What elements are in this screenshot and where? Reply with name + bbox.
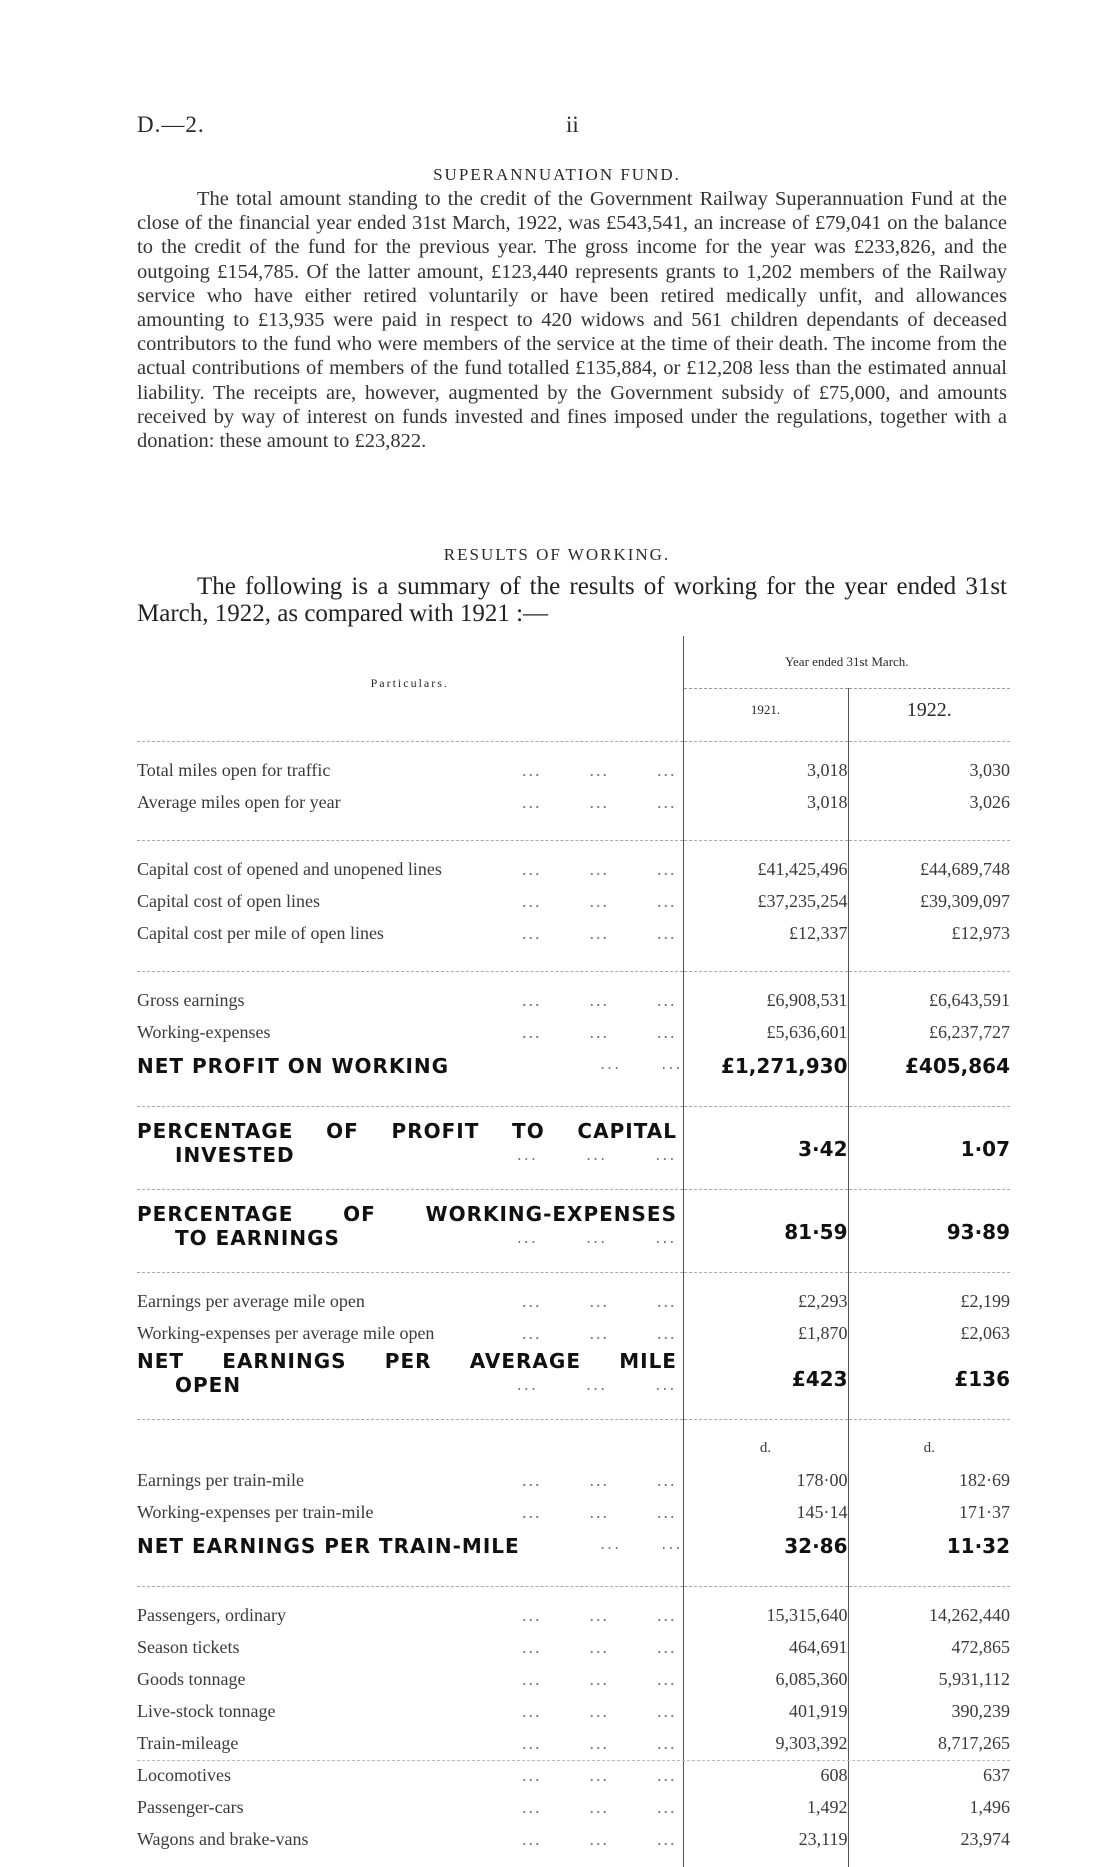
summary-label-line1 bbox=[137, 1202, 677, 1226]
table-row bbox=[137, 885, 1010, 917]
leader-dot: ... bbox=[657, 1322, 677, 1343]
leader-dots bbox=[474, 1669, 683, 1690]
value-1922: 8,717,265 bbox=[848, 1727, 1010, 1759]
value-1922: 472,865 bbox=[848, 1631, 1010, 1663]
leader-dot: ... bbox=[589, 1501, 609, 1522]
leader-dot: ... bbox=[657, 1796, 677, 1817]
row-label bbox=[137, 786, 683, 818]
row-label-text: Passenger-cars bbox=[137, 1796, 244, 1817]
particulars-header: Particulars. bbox=[370, 676, 449, 690]
leader-dot: ... bbox=[599, 1054, 622, 1073]
leader-dot: ... bbox=[657, 922, 677, 943]
value-1921: 23,119 bbox=[683, 1823, 848, 1855]
row-label bbox=[137, 984, 683, 1016]
leader-dots bbox=[469, 1143, 683, 1167]
leader-dot: ... bbox=[657, 1828, 677, 1849]
group-separator bbox=[137, 1576, 1010, 1587]
leader-dot: ... bbox=[657, 989, 677, 1010]
row-label-text: Train-mileage bbox=[137, 1732, 239, 1753]
leader-dots bbox=[474, 891, 683, 912]
summary-label-line2-text: INVESTED bbox=[175, 1143, 295, 1167]
results-heading: RESULTS OF WORKING. bbox=[443, 545, 671, 564]
leader-dot: ... bbox=[522, 1796, 542, 1817]
value-1922: 1,496 bbox=[848, 1791, 1010, 1823]
leader-dots bbox=[469, 1373, 683, 1397]
row-label-text: Capital cost per mile of open lines bbox=[137, 922, 384, 943]
row-label bbox=[137, 1016, 683, 1048]
value-1922: £6,237,727 bbox=[848, 1016, 1010, 1048]
row-label bbox=[137, 917, 683, 949]
table-row bbox=[137, 1016, 1010, 1048]
group-separator bbox=[137, 961, 1010, 972]
leader-dots bbox=[600, 1534, 683, 1553]
leader-dots bbox=[474, 1765, 683, 1786]
value-1922: 3,026 bbox=[848, 786, 1010, 818]
leader-dot: ... bbox=[516, 1375, 538, 1394]
row-label bbox=[137, 1663, 683, 1695]
leader-dot: ... bbox=[516, 1145, 538, 1164]
leader-dot: ... bbox=[589, 1828, 609, 1849]
value-1921: £12,337 bbox=[683, 917, 848, 949]
leader-dot: ... bbox=[589, 989, 609, 1010]
summary-label-line2 bbox=[137, 1143, 683, 1167]
value-1921: 1,492 bbox=[683, 1791, 848, 1823]
leader-dots bbox=[474, 1605, 683, 1626]
leader-dot: ... bbox=[522, 1636, 542, 1657]
superannuation-heading: SUPERANNUATION FUND. bbox=[433, 165, 681, 184]
summary-word: PERCENTAGE bbox=[137, 1119, 294, 1143]
pence-unit: d. bbox=[923, 1439, 935, 1456]
leader-dot: ... bbox=[589, 1322, 609, 1343]
superannuation-paragraph: The total amount standing to the credit of the Government Railway Superannuation Fund at the close of the financial year ended 31st March, 1922, was £543,541, an increase of £79,041 on the balance to the credit of the fund for the previous year. The gross income for the year was £233,826, and the outgoing £154,785. Of the latter amount, £123,440 represents grants to 1,202 members of the Railway service who have either retired voluntarily or have been retired medically unfit, and allowances amounting to £13,935 were paid in respect to 420 widows and 561 children dependants of deceased contributors to the fund who were members of the service at the time of their death. The income from the actual contributions of members of the fund totalled £135,884, or £12,208 less than the estimated annual liability. The receipts are, however, augmented by the Government subsidy of £75,000, and amounts received by way of interest on funds invested and fines imposed under the regulations, together with a donation: these amount to £23,822. bbox=[137, 188, 1007, 453]
leader-dot: ... bbox=[661, 1054, 683, 1073]
summary-value-1921: 81·59 bbox=[683, 1202, 848, 1250]
value-1921: 464,691 bbox=[683, 1631, 848, 1663]
year-header: Year ended 31st March. bbox=[683, 636, 1010, 689]
group-separator bbox=[137, 1409, 1010, 1420]
row-label-text: Earnings per train-mile bbox=[137, 1469, 304, 1490]
summary-value-1922: £136 bbox=[848, 1349, 1010, 1397]
leader-dot: ... bbox=[657, 791, 677, 812]
row-label-text: Goods tonnage bbox=[137, 1668, 246, 1689]
summary-label bbox=[137, 1528, 683, 1564]
value-1922: 14,262,440 bbox=[848, 1599, 1010, 1631]
row-label bbox=[137, 1496, 683, 1528]
leader-dot: ... bbox=[657, 1732, 677, 1753]
results-table bbox=[137, 636, 1010, 1867]
summary-word: MILE bbox=[619, 1349, 677, 1373]
leader-dots bbox=[600, 1054, 683, 1073]
group-separator bbox=[137, 830, 1010, 841]
row-label-text: Total miles open for traffic bbox=[137, 759, 331, 780]
summary-value-1921: 3·42 bbox=[683, 1119, 848, 1167]
leader-dot: ... bbox=[522, 1604, 542, 1625]
leader-dot: ... bbox=[655, 1145, 677, 1164]
summary-word: PERCENTAGE bbox=[137, 1202, 294, 1226]
row-label bbox=[137, 1695, 683, 1727]
leader-dot: ... bbox=[522, 1828, 542, 1849]
col-1922-header: 1922. bbox=[848, 689, 1010, 732]
summary-word: OF bbox=[326, 1119, 359, 1143]
summary-label bbox=[137, 1048, 683, 1084]
table-row bbox=[137, 1823, 1010, 1855]
value-1922: £12,973 bbox=[848, 917, 1010, 949]
table-row bbox=[137, 1464, 1010, 1496]
pence-unit: d. bbox=[759, 1439, 772, 1456]
row-label bbox=[137, 1285, 683, 1317]
summary-label bbox=[137, 1349, 683, 1397]
summary-label-text: NET EARNINGS PER TRAIN-MILE bbox=[137, 1534, 520, 1558]
summary-value-1921: £1,271,930 bbox=[683, 1048, 848, 1084]
summary-word: PER bbox=[384, 1349, 432, 1373]
table-row bbox=[137, 917, 1010, 949]
row-label-text: Gross earnings bbox=[137, 989, 245, 1010]
value-1922: 182·69 bbox=[848, 1464, 1010, 1496]
leader-dots bbox=[474, 1733, 683, 1754]
leader-dot: ... bbox=[599, 1534, 622, 1553]
row-label bbox=[137, 1791, 683, 1823]
leader-dots bbox=[474, 859, 683, 880]
value-1921: 401,919 bbox=[683, 1695, 848, 1727]
leader-dot: ... bbox=[657, 1021, 677, 1042]
leader-dot: ... bbox=[589, 1636, 609, 1657]
leader-dot: ... bbox=[585, 1375, 608, 1394]
leader-dot: ... bbox=[589, 1796, 609, 1817]
leader-dot: ... bbox=[589, 1732, 609, 1753]
row-label-text: Live-stock tonnage bbox=[137, 1700, 276, 1721]
value-1922: 3,030 bbox=[848, 754, 1010, 786]
leader-dot: ... bbox=[522, 989, 542, 1010]
row-label-text: Locomotives bbox=[137, 1764, 231, 1785]
value-1922: £39,309,097 bbox=[848, 885, 1010, 917]
leader-dot: ... bbox=[657, 1636, 677, 1657]
leader-dots bbox=[474, 1291, 683, 1312]
table-row bbox=[137, 1599, 1010, 1631]
leader-dot: ... bbox=[522, 1469, 542, 1490]
leader-dot: ... bbox=[589, 1604, 609, 1625]
value-1922: £6,643,591 bbox=[848, 984, 1010, 1016]
summary-label-line2-text: TO EARNINGS bbox=[175, 1226, 340, 1250]
row-label-text: Capital cost of opened and unopened lines bbox=[137, 858, 442, 879]
leader-dot: ... bbox=[522, 890, 542, 911]
row-label bbox=[137, 1317, 683, 1349]
leader-dot: ... bbox=[522, 1700, 542, 1721]
summary-value-1921: 32·86 bbox=[683, 1528, 848, 1564]
table-row bbox=[137, 1496, 1010, 1528]
summary-word: NET bbox=[137, 1349, 185, 1373]
value-1921: 178·00 bbox=[683, 1464, 848, 1496]
table-bottom-rule bbox=[137, 1760, 1010, 1761]
value-1921: 6,085,360 bbox=[683, 1663, 848, 1695]
summary-word: TO bbox=[512, 1119, 545, 1143]
leader-dot: ... bbox=[522, 922, 542, 943]
summary-label-text: NET PROFIT ON WORKING bbox=[137, 1054, 450, 1078]
leader-dot: ... bbox=[522, 1501, 542, 1522]
leader-dot: ... bbox=[516, 1228, 538, 1247]
results-intro: The following is a summary of the results of working for the year ended 31st March, 1922, as compared with 1921 :— bbox=[137, 573, 1007, 627]
leader-dot: ... bbox=[657, 1668, 677, 1689]
summary-label-line2 bbox=[137, 1373, 683, 1397]
group-separator bbox=[137, 731, 1010, 742]
row-label bbox=[137, 1759, 683, 1791]
summary-row bbox=[137, 1349, 1010, 1397]
summary-row bbox=[137, 1119, 1010, 1167]
leader-dot: ... bbox=[589, 858, 609, 879]
leader-dot: ... bbox=[522, 1764, 542, 1785]
table-row bbox=[137, 786, 1010, 818]
summary-row bbox=[137, 1048, 1010, 1084]
row-label-text: Passengers, ordinary bbox=[137, 1604, 286, 1625]
summary-word: CAPITAL bbox=[577, 1119, 677, 1143]
page-code: D.—2. bbox=[137, 112, 205, 137]
table-row bbox=[137, 1695, 1010, 1727]
value-1921: 145·14 bbox=[683, 1496, 848, 1528]
leader-dot: ... bbox=[655, 1375, 677, 1394]
value-1922: £2,199 bbox=[848, 1285, 1010, 1317]
leader-dot: ... bbox=[522, 858, 542, 879]
leader-dot: ... bbox=[585, 1145, 608, 1164]
group-separator bbox=[137, 1179, 1010, 1190]
leader-dot: ... bbox=[657, 759, 677, 780]
leader-dot: ... bbox=[657, 1501, 677, 1522]
summary-value-1922: 1·07 bbox=[848, 1119, 1010, 1167]
value-1921: £2,293 bbox=[683, 1285, 848, 1317]
table-row bbox=[137, 1727, 1010, 1759]
row-label bbox=[137, 853, 683, 885]
leader-dot: ... bbox=[589, 890, 609, 911]
col-1921-header: 1921. bbox=[683, 689, 848, 732]
summary-word: OF bbox=[343, 1202, 376, 1226]
summary-value-1922: 11·32 bbox=[848, 1528, 1010, 1564]
leader-dot: ... bbox=[589, 791, 609, 812]
row-label bbox=[137, 1823, 683, 1855]
table-row bbox=[137, 1631, 1010, 1663]
summary-label-line1 bbox=[137, 1349, 677, 1373]
table-row bbox=[137, 1759, 1010, 1791]
leader-dot: ... bbox=[657, 1700, 677, 1721]
leader-dot: ... bbox=[589, 1700, 609, 1721]
row-label bbox=[137, 1599, 683, 1631]
summary-label-line2 bbox=[137, 1226, 683, 1250]
table-row bbox=[137, 1317, 1010, 1349]
leader-dot: ... bbox=[657, 1604, 677, 1625]
table-row bbox=[137, 853, 1010, 885]
row-label-text: Working-expenses bbox=[137, 1021, 271, 1042]
row-label bbox=[137, 885, 683, 917]
pence-unit-row bbox=[137, 1432, 1010, 1464]
page-number: ii bbox=[566, 112, 579, 137]
table-row bbox=[137, 754, 1010, 786]
value-1921: 3,018 bbox=[683, 754, 848, 786]
leader-dot: ... bbox=[585, 1228, 608, 1247]
value-1921: 15,315,640 bbox=[683, 1599, 848, 1631]
value-1921: 608 bbox=[683, 1759, 848, 1791]
leader-dot: ... bbox=[657, 858, 677, 879]
row-label bbox=[137, 1727, 683, 1759]
leader-dots bbox=[474, 1470, 683, 1491]
summary-label bbox=[137, 1119, 683, 1167]
leader-dots bbox=[474, 1701, 683, 1722]
leader-dot: ... bbox=[657, 1469, 677, 1490]
summary-word: EARNINGS bbox=[222, 1349, 347, 1373]
table-row bbox=[137, 1663, 1010, 1695]
leader-dots bbox=[474, 1022, 683, 1043]
leader-dot: ... bbox=[589, 1021, 609, 1042]
summary-label bbox=[137, 1202, 683, 1250]
summary-word: PROFIT bbox=[391, 1119, 480, 1143]
leader-dot: ... bbox=[589, 1290, 609, 1311]
value-1921: £37,235,254 bbox=[683, 885, 848, 917]
leader-dots bbox=[474, 1637, 683, 1658]
value-1922: 171·37 bbox=[848, 1496, 1010, 1528]
value-1921: £1,870 bbox=[683, 1317, 848, 1349]
leader-dots bbox=[469, 1226, 683, 1250]
leader-dots bbox=[474, 990, 683, 1011]
leader-dot: ... bbox=[589, 1469, 609, 1490]
row-label bbox=[137, 1464, 683, 1496]
leader-dot: ... bbox=[657, 890, 677, 911]
value-1921: £41,425,496 bbox=[683, 853, 848, 885]
summary-label-line1 bbox=[137, 1119, 677, 1143]
value-1921: 3,018 bbox=[683, 786, 848, 818]
leader-dot: ... bbox=[522, 1290, 542, 1311]
row-label-text: Average miles open for year bbox=[137, 791, 341, 812]
value-1922: 5,931,112 bbox=[848, 1663, 1010, 1695]
leader-dot: ... bbox=[522, 1021, 542, 1042]
value-1922: 390,239 bbox=[848, 1695, 1010, 1727]
summary-label-line2-text: OPEN bbox=[175, 1373, 242, 1397]
row-label bbox=[137, 1631, 683, 1663]
leader-dot: ... bbox=[522, 1668, 542, 1689]
leader-dots bbox=[474, 1797, 683, 1818]
leader-dot: ... bbox=[522, 791, 542, 812]
leader-dot: ... bbox=[522, 759, 542, 780]
leader-dot: ... bbox=[661, 1534, 683, 1553]
value-1921: £6,908,531 bbox=[683, 984, 848, 1016]
row-label-text: Wagons and brake-vans bbox=[137, 1828, 309, 1849]
row-label-text: Working-expenses per average mile open bbox=[137, 1322, 435, 1343]
value-1922: 637 bbox=[848, 1759, 1010, 1791]
value-1922: £2,063 bbox=[848, 1317, 1010, 1349]
row-label bbox=[137, 754, 683, 786]
value-1921: 9,303,392 bbox=[683, 1727, 848, 1759]
leader-dot: ... bbox=[589, 1764, 609, 1785]
row-label-text: Earnings per average mile open bbox=[137, 1290, 365, 1311]
summary-word: AVERAGE bbox=[469, 1349, 581, 1373]
table-row bbox=[137, 1285, 1010, 1317]
summary-value-1921: £423 bbox=[683, 1349, 848, 1397]
row-label-text: Season tickets bbox=[137, 1636, 240, 1657]
leader-dot: ... bbox=[657, 1764, 677, 1785]
leader-dots bbox=[474, 1829, 683, 1850]
table-row bbox=[137, 1791, 1010, 1823]
leader-dots bbox=[474, 1323, 683, 1344]
leader-dot: ... bbox=[657, 1290, 677, 1311]
leader-dots bbox=[474, 792, 683, 813]
leader-dot: ... bbox=[655, 1228, 677, 1247]
leader-dots bbox=[474, 923, 683, 944]
value-1922: 23,974 bbox=[848, 1823, 1010, 1855]
leader-dot: ... bbox=[522, 1322, 542, 1343]
leader-dot: ... bbox=[589, 759, 609, 780]
value-1922: £44,689,748 bbox=[848, 853, 1010, 885]
summary-word: WORKING-EXPENSES bbox=[425, 1202, 677, 1226]
summary-row bbox=[137, 1528, 1010, 1564]
leader-dot: ... bbox=[589, 922, 609, 943]
value-1921: £5,636,601 bbox=[683, 1016, 848, 1048]
group-separator bbox=[137, 1096, 1010, 1107]
leader-dots bbox=[474, 1502, 683, 1523]
row-label-text: Working-expenses per train-mile bbox=[137, 1501, 374, 1522]
table-row bbox=[137, 984, 1010, 1016]
summary-row bbox=[137, 1202, 1010, 1250]
summary-value-1922: 93·89 bbox=[848, 1202, 1010, 1250]
leader-dot: ... bbox=[589, 1668, 609, 1689]
leader-dot: ... bbox=[522, 1732, 542, 1753]
leader-dots bbox=[474, 760, 683, 781]
row-label-text: Capital cost of open lines bbox=[137, 890, 320, 911]
summary-value-1922: £405,864 bbox=[848, 1048, 1010, 1084]
group-separator bbox=[137, 1262, 1010, 1273]
